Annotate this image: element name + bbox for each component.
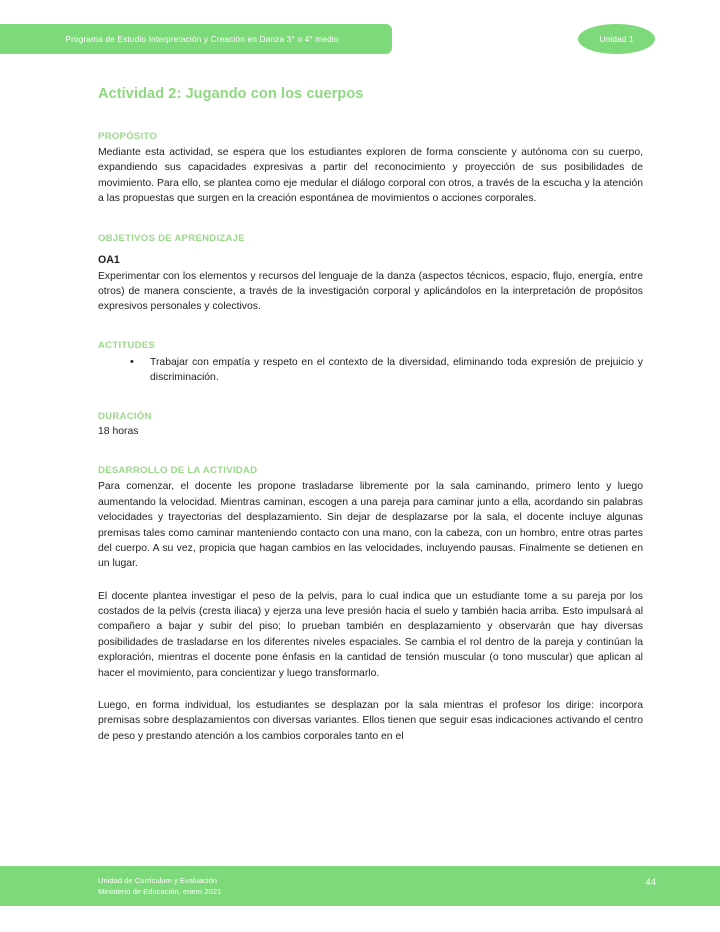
section-heading-actitudes: ACTITUDES [98, 339, 156, 351]
section-desarrollo [98, 465, 643, 744]
unit-badge-label: Unidad 1 [599, 33, 634, 44]
document-header-bar [0, 24, 392, 54]
section-heading-duracion: DURACIÓN [98, 410, 152, 422]
section-proposito [98, 131, 643, 207]
document-footer-bar [0, 866, 720, 906]
oa-code: OA1 [98, 253, 120, 266]
section-actitudes [98, 340, 643, 386]
program-title: Programa de Estudio Interpretación y Creación en Danza 3° o 4° medio [65, 33, 339, 44]
section-heading-desarrollo: DESARROLLO DE LA ACTIVIDAD [98, 465, 258, 477]
desarrollo-paragraph-2: El docente plantea investigar el peso de la pelvis, para lo cual indica que un estudiante tome a su pareja por los costados de la pelvis (cresta iliaca) y ejerza una leve presión hacia el suelo y también hacia arriba. Esto impulsará al compañero a bajar y subir del piso; lo prueban también en desplazamiento y observarán que hay diversas posibilidades de trasladarse en los diferentes niveles espaciales. Se cambia el rol dentro de la pareja y continúan la exploración, mientras el docente pone énfasis en la cantidad de tensión muscular (o tono muscular) que aplican al hacer el movimiento, para concientizar y luego transformarlo. [98, 590, 643, 679]
activity-title: Actividad 2: Jugando con los cuerpos [98, 86, 364, 102]
footer-line-2: Ministerio de Educación, enero 2021 [98, 887, 222, 897]
oa-text: Experimentar con los elementos y recursos del lenguaje de la danza (aspectos técnicos, espacio, flujo, energía, entre otros) de manera consciente, a través de la investigación corporal y aplicándolos en la interpretación de propósitos expresivos personales y colectivos. [98, 270, 643, 313]
document-content [98, 80, 643, 744]
section-duracion [98, 411, 643, 439]
desarrollo-paragraph-3: Luego, en forma individual, los estudiantes se desplazan por la sala mientras el profesor los dirige: incorpora premisas sobre desplazamientos con diversas variantes. Ellos tienen que seguir esas indicaciones activando el centro de peso y prestando atención a los cambios corporales tanto en el [98, 700, 643, 742]
page-number: 44 [645, 877, 656, 888]
unit-badge [578, 24, 655, 54]
desarrollo-paragraph-1: Para comenzar, el docente les propone trasladarse libremente por la sala caminando, primero lento y luego aumentando la velocidad. Mientras caminan, escogen a una pareja para caminar junto a ella, acordando sin palabras velocidades y trayectorias del desplazamiento. Sin dejar de desplazarse por la sala, el docente incluye algunas premisas tales como caminar manteniendo contacto con una mano, con la cabeza, con un hombro, entre otras partes del cuerpo. A su vez, propicia que hagan cambios en las velocidades, incluyendo pausas. Finalmente se detienen en un lugar. [98, 481, 643, 570]
proposito-text: Mediante esta actividad, se espera que los estudiantes exploren de forma consciente y autónoma con su cuerpo, expandiendo sus capacidades expresivas a partir del reconocimiento y proyección de sus posibilidades de movimiento. Para ello, se plantea como eje medular el diálogo corporal con otros, a través de la escucha y la atención a las propuestas que surgen en la creación espontánea de movimientos o acciones corporales. [98, 147, 643, 205]
footer-line-1: Unidad de Currículum y Evaluación [98, 876, 218, 885]
footer-organization [98, 875, 221, 898]
list-item: • Trabajar con empatía y respeto en el contexto de la diversidad, eliminando toda expresión de prejuicio y discriminación. [98, 355, 643, 386]
duracion-text: 18 horas [98, 425, 139, 437]
section-heading-objetivos: OBJETIVOS DE APRENDIZAJE [98, 232, 245, 244]
section-heading-proposito: PROPÓSITO [98, 131, 158, 142]
section-objetivos-aprendizaje [98, 233, 643, 315]
actitudes-list [98, 355, 643, 386]
